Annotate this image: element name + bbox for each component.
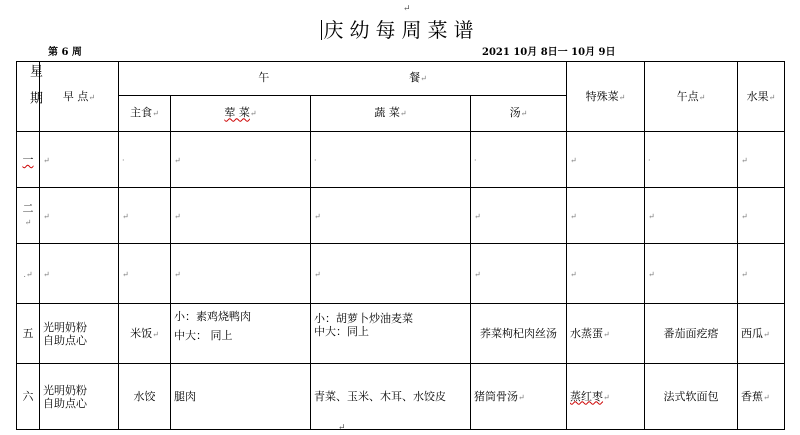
day-cell: 五: [17, 304, 40, 364]
veg-cell: 青菜、玉米、木耳、水饺皮: [311, 364, 471, 430]
header-snack: 午点↵: [645, 62, 738, 132]
header-veg: 蔬 菜↵: [311, 95, 471, 131]
paragraph-mark: ↵: [338, 423, 346, 433]
snack-cell: 番茄面疙瘩: [645, 304, 738, 364]
soup-cell: 荞菜枸杞肉丝汤: [471, 304, 567, 364]
soup-cell: ↵: [471, 244, 567, 304]
fruit-cell: ↵: [738, 188, 785, 244]
meat-cell: ↵: [171, 188, 311, 244]
special-cell: ↵: [567, 244, 645, 304]
header-weekday: 星期: [17, 62, 40, 132]
special-cell: 蒸红枣↵: [567, 364, 645, 430]
staple-cell: ↵: [119, 188, 171, 244]
staple-cell: 水饺: [119, 364, 171, 430]
breakfast-cell: ↵: [40, 244, 119, 304]
title-text: 庆幼每周菜谱: [323, 18, 480, 42]
paragraph-mark: ↵: [403, 4, 411, 14]
fruit-cell: 香蕉↵: [738, 364, 785, 430]
header-staple: 主食↵: [119, 95, 171, 131]
header-breakfast: 早 点↵: [40, 62, 119, 132]
veg-cell: 小：胡萝卜炒油麦菜 中大：同上: [311, 304, 471, 364]
special-cell: ↵: [567, 132, 645, 188]
date-range: 2021 10月 8日一 10月 9日: [482, 47, 616, 58]
snack-cell: ↵: [645, 244, 738, 304]
soup-cell: ↵: [471, 188, 567, 244]
staple-cell: 米饭↵: [119, 304, 171, 364]
snack-cell: ↵: [645, 188, 738, 244]
header-lunch: 午 餐↵: [119, 62, 567, 96]
table-row: [17, 304, 785, 364]
staple-cell: ·: [119, 132, 171, 188]
meat-cell: 小：素鸡烧鸭肉 中大： 同上: [171, 304, 311, 364]
fruit-cell: ↵: [738, 132, 785, 188]
veg-cell: ↵: [311, 188, 471, 244]
snack-cell: ·: [645, 132, 738, 188]
meat-cell: ↵: [171, 132, 311, 188]
breakfast-cell: ↵: [40, 132, 119, 188]
table-row: [17, 364, 785, 430]
meat-cell: ↵: [171, 244, 311, 304]
fruit-cell: 西瓜↵: [738, 304, 785, 364]
soup-cell: 猪筒骨汤↵: [471, 364, 567, 430]
meat-cell: 腿肉: [171, 364, 311, 430]
day-cell: .↵: [17, 244, 40, 304]
soup-cell: ·: [471, 132, 567, 188]
week-number: 第 6 周: [48, 47, 82, 58]
special-cell: ↵: [567, 188, 645, 244]
day-cell: 六: [17, 364, 40, 430]
veg-cell: ·: [311, 132, 471, 188]
special-cell: 水蒸蛋↵: [567, 304, 645, 364]
staple-cell: ↵: [119, 244, 171, 304]
menu-table: [16, 61, 785, 430]
header-soup: 汤↵: [471, 95, 567, 131]
header-meat: 荤 菜↵: [171, 95, 311, 131]
day-cell: 一: [17, 132, 40, 188]
text-cursor: [321, 20, 322, 40]
day-cell: 二↵: [17, 188, 40, 244]
snack-cell: 法式软面包: [645, 364, 738, 430]
breakfast-cell: 光明奶粉 自助点心: [40, 304, 119, 364]
breakfast-cell: ↵: [40, 188, 119, 244]
header-special: 特殊菜↵: [567, 62, 645, 132]
table-row: [17, 244, 785, 304]
fruit-cell: ↵: [738, 244, 785, 304]
page-title: [0, 14, 800, 43]
header-fruit: 水果↵: [738, 62, 785, 132]
table-row: [17, 132, 785, 188]
table-row: [17, 188, 785, 244]
breakfast-cell: 光明奶粉 自助点心: [40, 364, 119, 430]
veg-cell: ↵: [311, 244, 471, 304]
